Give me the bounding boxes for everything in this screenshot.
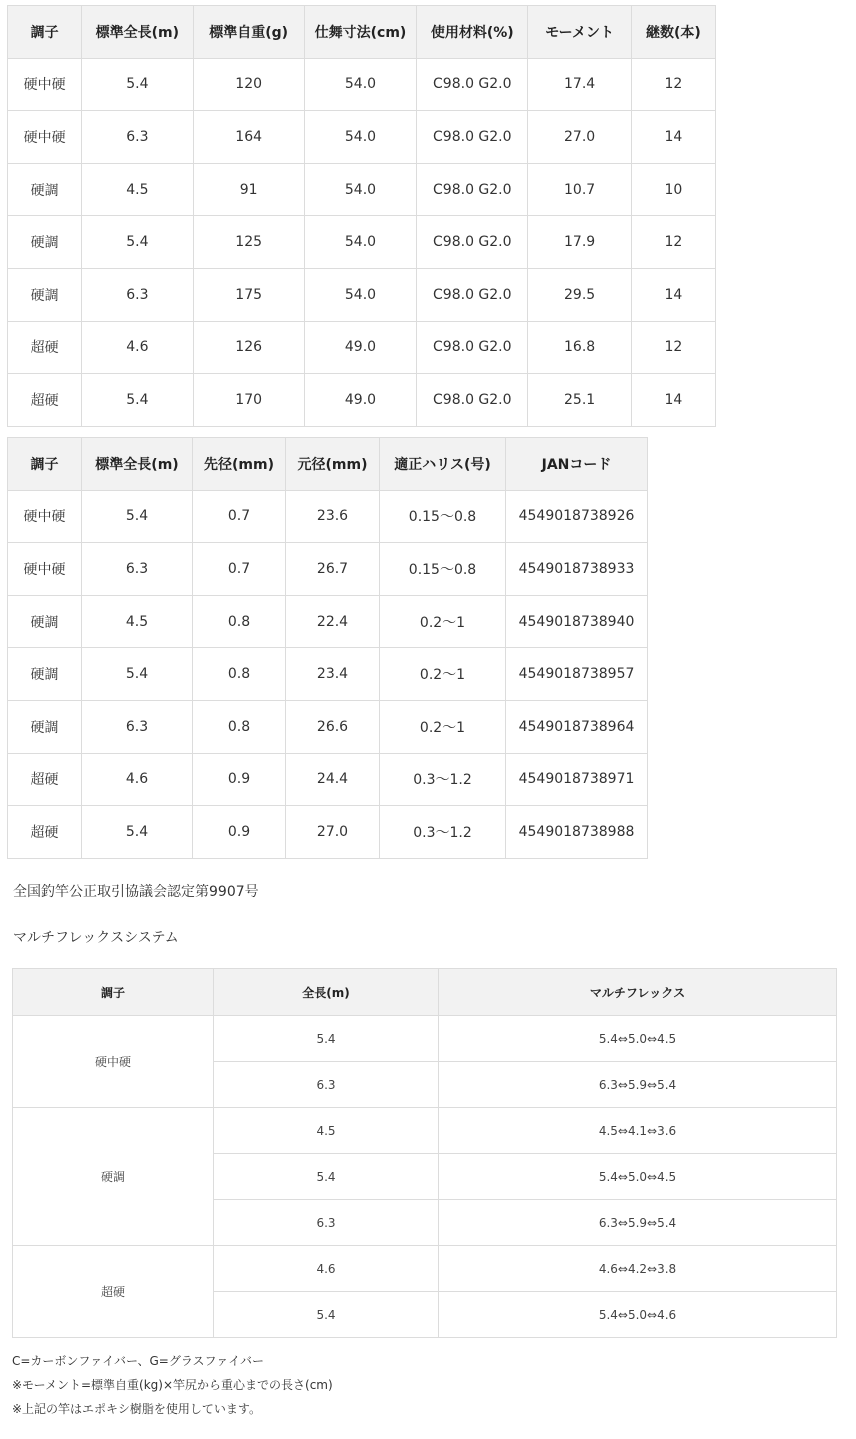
table-cell: 5.4: [82, 58, 193, 111]
table-cell: 0.9: [193, 753, 286, 806]
table-row: [8, 268, 716, 321]
certification-note: 全国釣竿公正取引協議会認定第9907号: [13, 884, 259, 900]
table-row: [8, 374, 716, 427]
header-cell: 標準全長(m): [82, 6, 193, 59]
table-cell: 4549018738933: [506, 543, 648, 596]
header-cell: 仕舞寸法(cm): [304, 6, 416, 59]
table-cell: 10: [631, 163, 715, 216]
table-cell: 5.4⇔5.0⇔4.5: [439, 1016, 837, 1062]
table-cell: C98.0 G2.0: [417, 111, 528, 164]
table-cell: 4.5: [82, 595, 193, 648]
table-row: [8, 321, 716, 374]
table-cell: C98.0 G2.0: [417, 216, 528, 269]
table-cell: 29.5: [528, 268, 631, 321]
table-cell: 16.8: [528, 321, 631, 374]
table-cell: 17.9: [528, 216, 631, 269]
table-cell: 23.4: [286, 648, 380, 701]
table-cell: 14: [631, 374, 715, 427]
header-cell: 継数(本): [631, 6, 715, 59]
table-cell: 170: [193, 374, 304, 427]
table-header-row: [8, 6, 716, 59]
table-row: [8, 111, 716, 164]
header-cell: モーメント: [528, 6, 631, 59]
action-cell: 硬調: [13, 1108, 214, 1246]
table-cell: 超硬: [8, 806, 82, 859]
table-cell: 54.0: [304, 216, 416, 269]
table-row: [13, 1246, 837, 1292]
table-cell: 4.5⇔4.1⇔3.6: [439, 1108, 837, 1154]
table-cell: 49.0: [304, 374, 416, 427]
table-cell: 6.3: [214, 1200, 439, 1246]
table-cell: 硬調: [8, 595, 82, 648]
table-cell: 27.0: [528, 111, 631, 164]
table-cell: 4.6: [82, 753, 193, 806]
table-cell: 54.0: [304, 58, 416, 111]
table-row: [8, 58, 716, 111]
table-cell: 4549018738964: [506, 700, 648, 753]
table-cell: C98.0 G2.0: [417, 163, 528, 216]
action-cell: 硬中硬: [13, 1016, 214, 1108]
table-row: [8, 700, 648, 753]
table-cell: 5.4: [214, 1016, 439, 1062]
table-cell: 0.8: [193, 648, 286, 701]
table-cell: C98.0 G2.0: [417, 321, 528, 374]
header-cell: 全長(m): [214, 969, 439, 1016]
table-row: [8, 806, 648, 859]
table-cell: 23.6: [286, 490, 380, 543]
table-cell: 54.0: [304, 268, 416, 321]
header-cell: マルチフレックス: [439, 969, 837, 1016]
table-cell: 0.9: [193, 806, 286, 859]
table-cell: 0.15〜0.8: [380, 490, 506, 543]
table-cell: 120: [193, 58, 304, 111]
table-row: [13, 1108, 837, 1154]
table-cell: 硬調: [8, 163, 82, 216]
table-cell: 5.4⇔5.0⇔4.6: [439, 1292, 837, 1338]
table-header-row: [8, 438, 648, 491]
table-cell: 5.4: [82, 648, 193, 701]
table-cell: 0.7: [193, 543, 286, 596]
table-cell: 0.3〜1.2: [380, 806, 506, 859]
table-cell: 10.7: [528, 163, 631, 216]
table-cell: 26.7: [286, 543, 380, 596]
table-cell: 4.6: [82, 321, 193, 374]
table-cell: 0.15〜0.8: [380, 543, 506, 596]
table-cell: 4549018738940: [506, 595, 648, 648]
table-cell: 4.5: [214, 1108, 439, 1154]
table-cell: 6.3: [214, 1062, 439, 1108]
table-cell: 54.0: [304, 163, 416, 216]
table-row: [8, 490, 648, 543]
header-cell: 標準自重(g): [193, 6, 304, 59]
table-cell: 12: [631, 58, 715, 111]
table-cell: 硬中硬: [8, 490, 82, 543]
table-cell: 硬調: [8, 700, 82, 753]
table-cell: 5.4: [214, 1154, 439, 1200]
table-cell: 17.4: [528, 58, 631, 111]
table-cell: 5.4⇔5.0⇔4.5: [439, 1154, 837, 1200]
header-cell: 元径(mm): [286, 438, 380, 491]
table-cell: 5.4: [82, 806, 193, 859]
table-cell: 4549018738971: [506, 753, 648, 806]
header-cell: JANコード: [506, 438, 648, 491]
table-cell: 4.6: [214, 1246, 439, 1292]
table-cell: C98.0 G2.0: [417, 58, 528, 111]
table-cell: 5.4: [82, 216, 193, 269]
header-cell: 調子: [8, 438, 82, 491]
table-cell: 6.3: [82, 700, 193, 753]
table-cell: 164: [193, 111, 304, 164]
table-cell: 4549018738926: [506, 490, 648, 543]
table-cell: 14: [631, 268, 715, 321]
table-row: [8, 543, 648, 596]
table-cell: 6.3: [82, 268, 193, 321]
header-cell: 先径(mm): [193, 438, 286, 491]
table-cell: 22.4: [286, 595, 380, 648]
table-row: [13, 1016, 837, 1062]
table-cell: 27.0: [286, 806, 380, 859]
table-cell: 5.4: [82, 374, 193, 427]
footnote-moment: ※モーメント=標準自重(kg)×竿尻から重心までの長さ(cm): [12, 1378, 333, 1392]
table-row: [8, 595, 648, 648]
table-cell: 14: [631, 111, 715, 164]
table-cell: 126: [193, 321, 304, 374]
table-cell: 0.2〜1: [380, 700, 506, 753]
header-cell: 調子: [13, 969, 214, 1016]
table-cell: C98.0 G2.0: [417, 268, 528, 321]
table-row: [8, 753, 648, 806]
table-cell: 超硬: [8, 321, 82, 374]
footnote-materials: C=カーボンファイバー、G=グラスファイバー: [12, 1354, 264, 1368]
spec-table-1: [7, 5, 716, 427]
table-row: [8, 216, 716, 269]
header-cell: 使用材料(%): [417, 6, 528, 59]
table-cell: 硬中硬: [8, 543, 82, 596]
table-row: [8, 648, 648, 701]
table-cell: 4.5: [82, 163, 193, 216]
action-cell: 超硬: [13, 1246, 214, 1338]
table-cell: 91: [193, 163, 304, 216]
table-cell: 硬中硬: [8, 58, 82, 111]
table-cell: 硬中硬: [8, 111, 82, 164]
table-cell: 4549018738957: [506, 648, 648, 701]
table-cell: 24.4: [286, 753, 380, 806]
table-cell: 0.3〜1.2: [380, 753, 506, 806]
table-cell: 硬調: [8, 216, 82, 269]
footnote-resin: ※上記の竿はエポキシ樹脂を使用しています。: [12, 1402, 261, 1416]
table-cell: 超硬: [8, 753, 82, 806]
table-header-row: [13, 969, 837, 1016]
table-cell: 125: [193, 216, 304, 269]
multiflex-table: [12, 968, 837, 1338]
table-cell: 超硬: [8, 374, 82, 427]
header-cell: 調子: [8, 6, 82, 59]
table-cell: 0.8: [193, 595, 286, 648]
multiflex-title: マルチフレックスシステム: [13, 930, 179, 946]
table-cell: 12: [631, 321, 715, 374]
table-cell: 0.8: [193, 700, 286, 753]
table-cell: 175: [193, 268, 304, 321]
table-cell: 6.3: [82, 111, 193, 164]
table-cell: 6.3⇔5.9⇔5.4: [439, 1062, 837, 1108]
table-cell: 49.0: [304, 321, 416, 374]
table-cell: 0.7: [193, 490, 286, 543]
table-cell: 25.1: [528, 374, 631, 427]
table-cell: 4.6⇔4.2⇔3.8: [439, 1246, 837, 1292]
table-cell: 12: [631, 216, 715, 269]
table-cell: 6.3⇔5.9⇔5.4: [439, 1200, 837, 1246]
header-cell: 標準全長(m): [82, 438, 193, 491]
table-cell: 0.2〜1: [380, 595, 506, 648]
table-cell: 4549018738988: [506, 806, 648, 859]
table-row: [8, 163, 716, 216]
spec-table-2: [7, 437, 648, 859]
table-cell: C98.0 G2.0: [417, 374, 528, 427]
table-cell: 26.6: [286, 700, 380, 753]
header-cell: 適正ハリス(号): [380, 438, 506, 491]
table-cell: 5.4: [82, 490, 193, 543]
table-cell: 硬調: [8, 268, 82, 321]
table-cell: 硬調: [8, 648, 82, 701]
table-cell: 6.3: [82, 543, 193, 596]
table-cell: 54.0: [304, 111, 416, 164]
table-cell: 0.2〜1: [380, 648, 506, 701]
table-cell: 5.4: [214, 1292, 439, 1338]
